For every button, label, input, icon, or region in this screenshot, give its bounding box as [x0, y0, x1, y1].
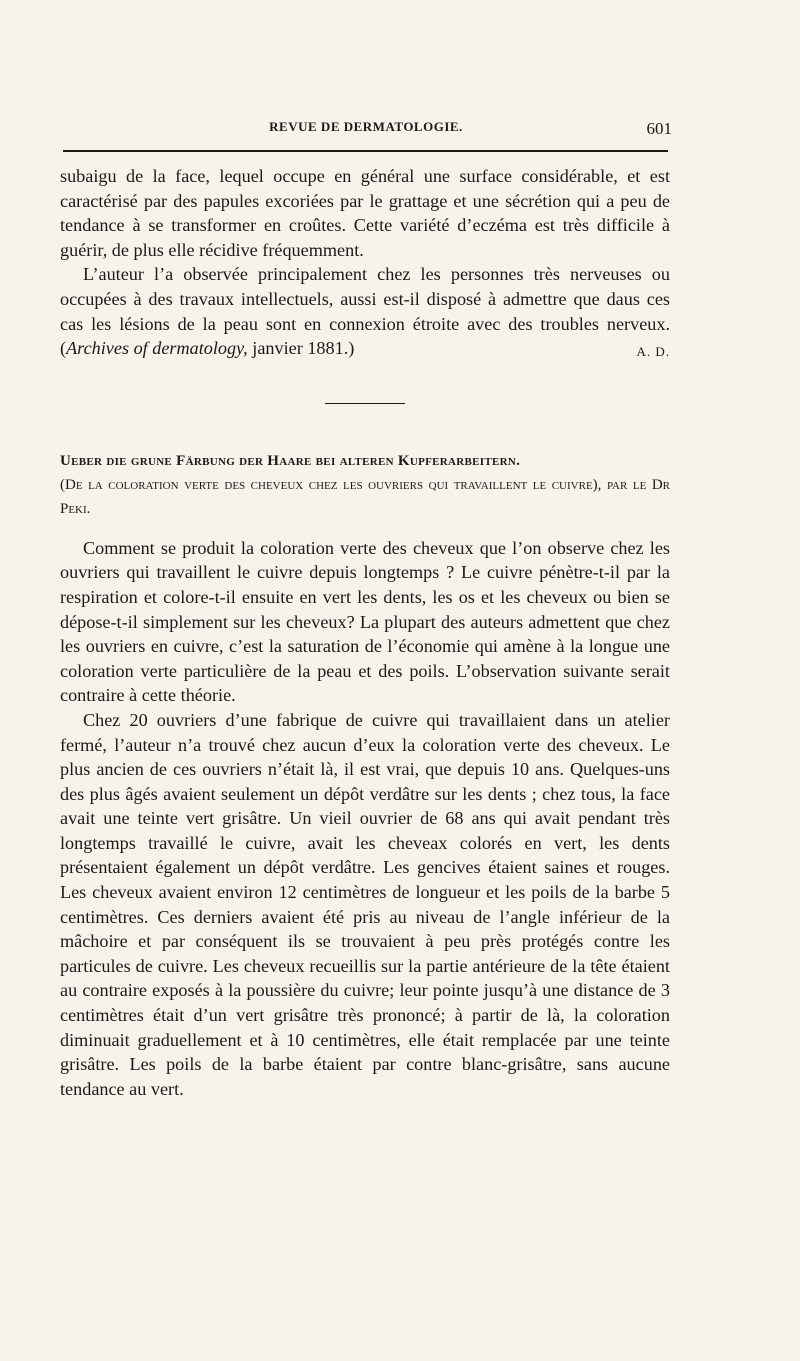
article2-paragraph-2: Chez 20 ouvriers d’une fabrique de cuivre qui travaillaient dans un atelier fermé, l’auteur n’a trouvé chez aucun d’eux la coloration verte des cheveux. Le plus ancien de ces ouvriers n’était là, il est vrai, que depuis 10 ans. Quelques-uns des plus âgés avaient seulement un dépôt verdâtre sur les dents ; chez tous, la face avait une teinte vert grisâtre. Un vieil ouvrier de 68 ans qui avait pendant très longtemps travaillé le cuivre, avait les cheveax colorés en vert, les dents présentaient également un dépôt verdâtre. Les gencives étaient saines et rouges. Les cheveux avaient environ 12 centimètres de longueur et les poils de la barbe 5 centimètres. Ces derniers avaient été pris au niveau de l’angle inférieur de la mâchoire et par conséquent ils se trouvaient à peu près protégés contre les particules de cuivre. Les cheveux recueillis sur la partie antérieure de la tête étaient au contraire exposés à la poussière du cuivre; leur pointe jusqu’à une distance de 3 centimètres était d’un vert grisâtre très prononcé; à partir de là, la coloration diminuait graduellement et à 10 centimètres, elle était remplacée par une teinte grisâtre. Les poils de la barbe étaient par contre blanc-grisâtre, sans aucune tendance au vert.	[60, 709, 670, 1099]
article1-paragraph-2-text: L’auteur l’a observée principalement chez les personnes très nerveuses ou occupées à des travaux intellectuels, aussi est-il disposé à admettre que daus ces cas les lésions de la peau sont en connexion étroite avec des troubles nerveux. (	[60, 264, 670, 359]
journal-citation: Archives of dermatology,	[66, 338, 248, 359]
article2-subtitle: (De la coloration verte des cheveux chez les ouvriers qui travaillent le cuivre), par le Dr Peki.	[60, 476, 670, 517]
article1-paragraph-2	[60, 262, 670, 360]
author-signature: A. D.	[636, 344, 670, 360]
article2-title: Ueber die grune Färbung der Haare bei alteren Kupferarbeitern.	[60, 452, 521, 469]
running-head	[60, 119, 672, 141]
citation-date: janvier 1881.)	[247, 338, 355, 359]
page-body	[60, 164, 670, 1101]
article2-paragraph-1: Comment se produit la coloration verte des cheveux que l’on observe chez les ouvriers qui travaillent le cuivre depuis longtemps ? Le cuivre pénètre-t-il par la respiration et colore-t-il ensuite en vert les dents, les os et les cheveux ou bien se dépose-t-il simplement sur les cheveux? La plupart des auteurs admettent que chez les ouvriers en cuivre, c’est la saturation de l’économie qui amène à la longue une coloration verte particulière de la peau et des poils. L’observation suivante serait contraire à cette théorie.	[60, 537, 670, 706]
header-rule	[63, 150, 668, 152]
page-number: 601	[646, 119, 672, 138]
section-divider	[325, 403, 405, 404]
article1-paragraph-1: subaigu de la face, lequel occupe en général une surface considérable, et est caractérisé par des papules excoriées par le grattage et une sécrétion qui a peu de tendance à se transformer en croûtes. Cette variété d’eczéma est très difficile à guérir, de plus elle récidive fréquemment.	[60, 166, 670, 260]
running-title: REVUE DE DERMATOLOGIE.	[269, 119, 463, 134]
